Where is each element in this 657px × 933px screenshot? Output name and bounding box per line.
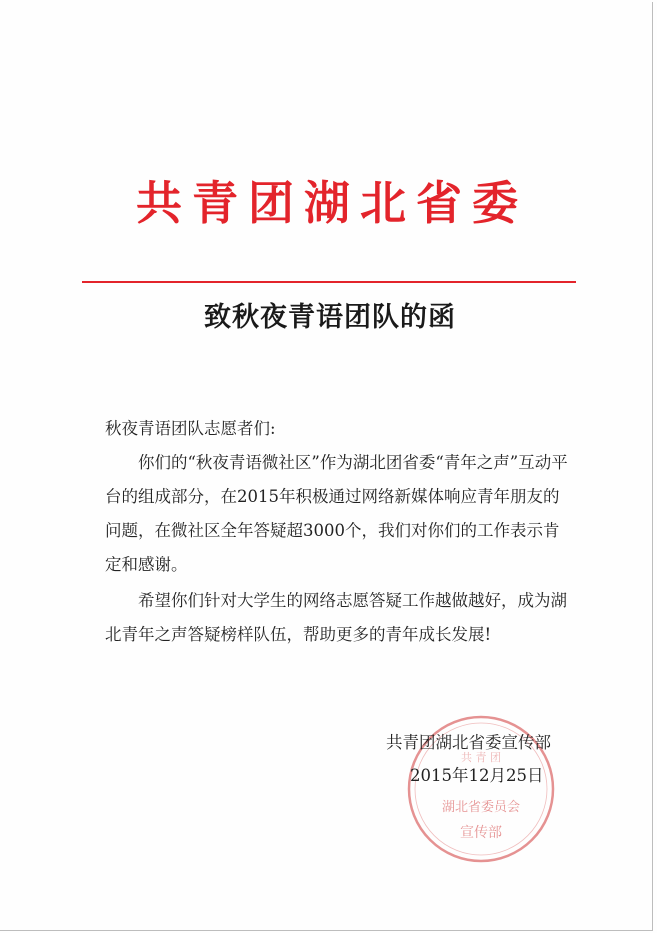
letterhead-red-rule [82,281,576,283]
salutation: 秋夜青语团队志愿者们: [105,419,276,438]
body-paragraph-2: 希望你们针对大学生的网络志愿答疑工作越做越好，成为湖北青年之声答疑榜样队伍，帮助更多的青年成长发展! [105,591,567,644]
signature-date: 2015年12月25日 [410,766,544,785]
signature-department: 共青团湖北省委宣传部 [386,733,551,752]
letterhead-organization: 共青团湖北省委 [136,176,528,230]
document-title: 致秋夜青语团队的函 [204,302,456,333]
svg-text:湖北省委员会: 湖北省委员会 [441,800,521,815]
svg-text:宣传部: 宣传部 [460,825,502,841]
page-edge-bottom [0,930,653,931]
page-edge-right [652,2,653,931]
body-paragraph-1: 你们的“秋夜青语微社区”作为湖北团省委“青年之声”互动平台的组成部分，在2015年积极通过网络新媒体响应青年朋友的问题，在微社区全年答疑超3000个，我们对你们的工作表示肯定和感谢。 [105,453,568,574]
svg-text:共 青 团: 共 青 团 [461,751,501,764]
